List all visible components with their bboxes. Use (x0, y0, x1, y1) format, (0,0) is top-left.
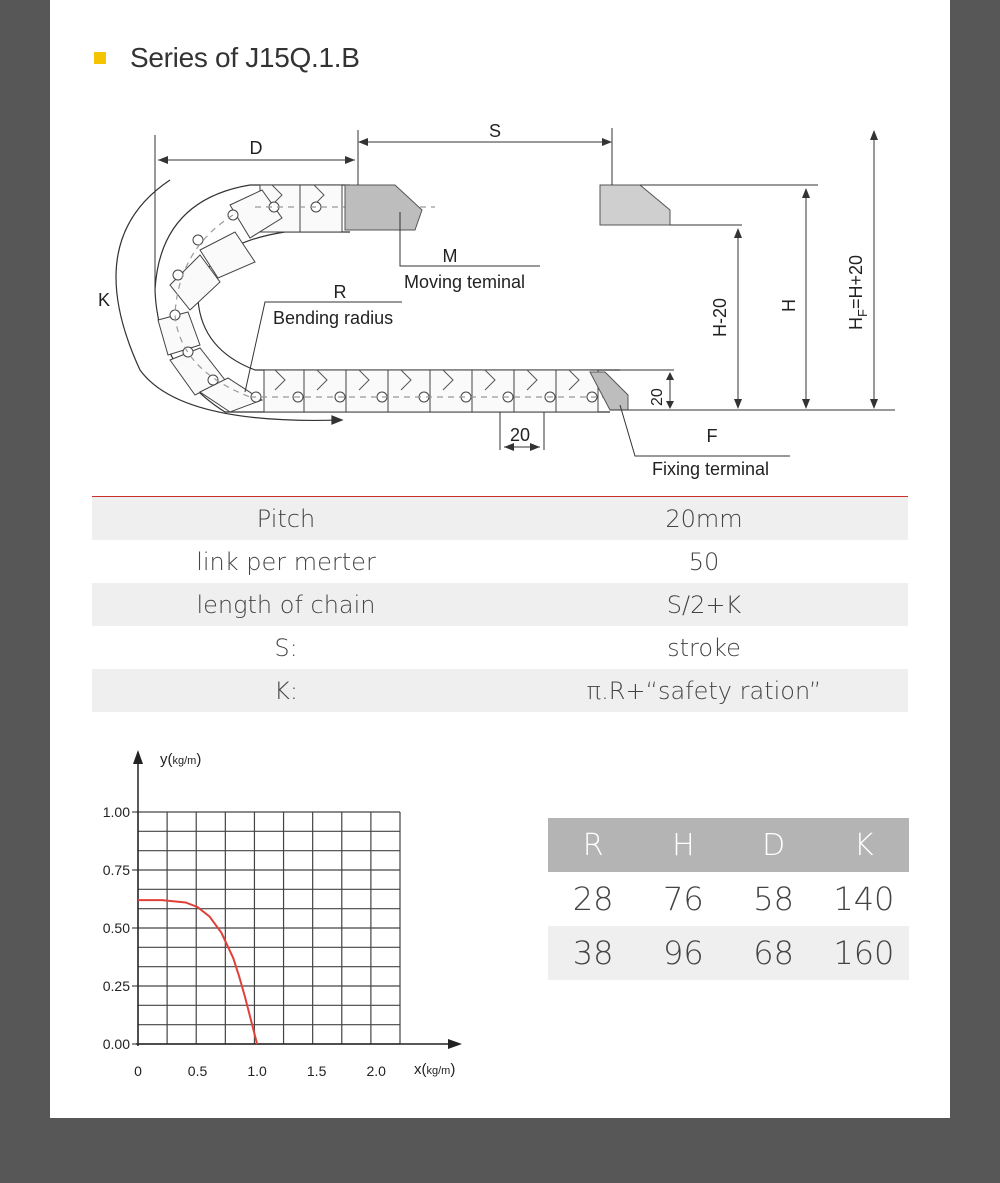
dimension-cell: 38 (548, 926, 638, 980)
label-hf-sub: F (855, 309, 870, 317)
dimension-row (548, 872, 909, 926)
dimension-header: D (729, 818, 819, 872)
dimension-header: K (819, 818, 909, 872)
svg-text:HF=H+20: $H_F=H+20$ (846, 255, 870, 330)
y-tick-label: 0.75 (102, 862, 130, 878)
spec-row (92, 497, 908, 540)
label-hf (846, 255, 870, 330)
y-tick-label: 0.25 (102, 978, 130, 994)
label-hf-rest: =H+20 (846, 255, 866, 310)
spec-row (92, 626, 908, 669)
y-tick-label: 0.00 (102, 1036, 130, 1052)
x-axis-unit: kg/m (426, 1065, 451, 1077)
label-s: S (488, 121, 502, 141)
dimension-header-row (548, 818, 909, 872)
spec-value: 20mm (665, 504, 743, 533)
x-tick-label: 0 (134, 1063, 142, 1079)
spec-name: length of chain (196, 590, 376, 619)
dimension-cell: 160 (819, 926, 909, 980)
moving-terminal-shape (345, 185, 422, 230)
label-d: D (249, 138, 263, 158)
dimension-row (548, 926, 909, 980)
spec-row (92, 583, 908, 626)
spec-name: K: (274, 676, 298, 705)
y-axis-unit: kg/m (172, 755, 197, 767)
dimension-cell: 28 (572, 880, 614, 918)
x-axis-arrow-icon (448, 1039, 462, 1049)
spec-value: S/2+K (666, 590, 742, 619)
label-m: M (442, 246, 458, 266)
label-r: R (333, 282, 347, 302)
load-chart (50, 730, 510, 1100)
label-pitch-20: 20 (509, 425, 531, 445)
link (304, 370, 346, 412)
dimension-cell: 58 (753, 880, 794, 918)
spec-value: stroke (667, 633, 741, 662)
fixed-top-terminal-shape (600, 185, 670, 225)
fixing-terminal-label: Fixing terminal (652, 459, 770, 479)
x-axis-label: x(kg/m) (414, 1061, 456, 1078)
link (430, 370, 472, 412)
x-tick-label: 1.0 (247, 1063, 267, 1079)
link (264, 370, 304, 412)
content-card (50, 0, 950, 1118)
label-vertical-20: 20 (649, 388, 666, 406)
drag-chain-diagram (50, 0, 950, 496)
series-line (138, 900, 257, 1044)
spec-value: 50 (688, 547, 720, 576)
link (388, 370, 430, 412)
dimension-cell: 76 (663, 880, 704, 918)
spec-value: π.R+“safety ration” (586, 676, 822, 705)
spec-row (92, 669, 908, 712)
label-h: H (779, 299, 799, 312)
y-axis-label: y(kg/m) (160, 751, 202, 768)
x-tick-label: 1.5 (306, 1063, 327, 1079)
link (346, 370, 388, 412)
x-tick-label: 0.5 (187, 1063, 208, 1079)
spec-name: S: (274, 633, 298, 662)
spec-row (92, 540, 908, 583)
label-h-20: H-20 (710, 297, 730, 337)
dimension-cell: 96 (638, 926, 728, 980)
spec-name: link per merter (196, 547, 376, 576)
k-arrow (332, 416, 342, 424)
y-axis-arrow-icon (133, 750, 143, 764)
dimension-cell: 140 (833, 880, 895, 918)
dimension-header: R (548, 818, 638, 872)
chain-inner (198, 232, 620, 370)
page-title: Series of J15Q.1.B (130, 42, 360, 73)
link (472, 370, 514, 412)
label-f: F (706, 426, 718, 446)
dimension-header: H (638, 818, 728, 872)
spec-name: Pitch (256, 504, 316, 533)
bending-radius-label: Bending radius (273, 308, 394, 328)
dimension-cell: 68 (729, 926, 819, 980)
moving-terminal-label: Moving teminal (404, 272, 526, 292)
y-tick-label: 1.00 (102, 804, 130, 820)
y-tick-label: 0.50 (102, 920, 130, 936)
spec-table (92, 496, 908, 712)
label-k: K (98, 290, 111, 310)
dimension-table (548, 818, 909, 980)
link (514, 370, 556, 412)
x-tick-label: 2.0 (366, 1063, 386, 1079)
